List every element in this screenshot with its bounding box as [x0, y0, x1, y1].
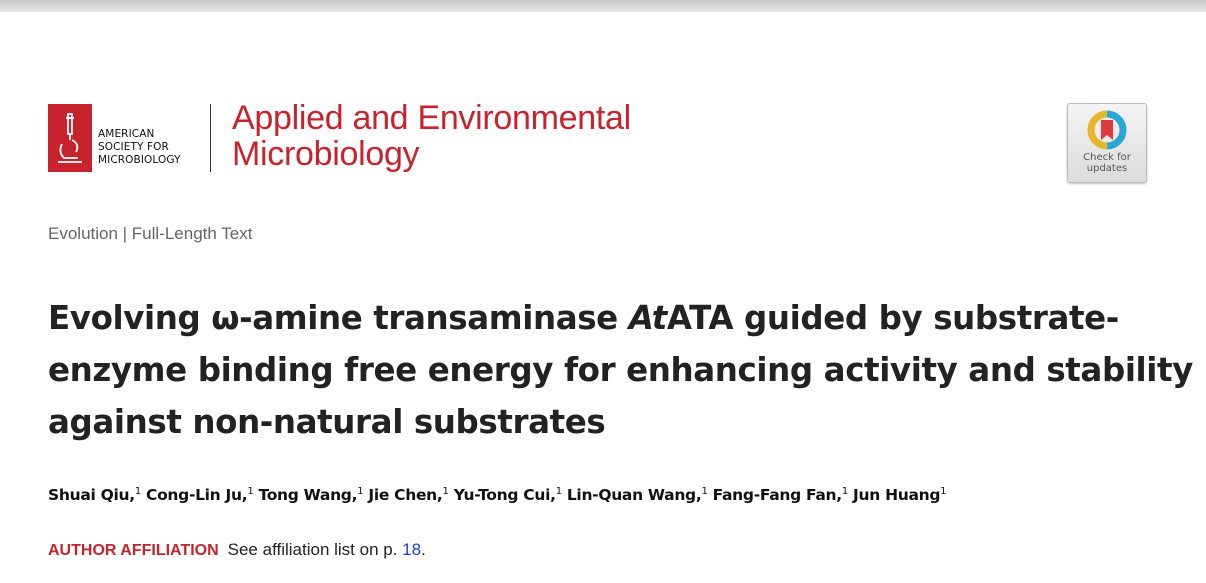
- check-for-updates-button[interactable]: [1067, 103, 1147, 183]
- affiliation-text: See affiliation list on p.: [227, 540, 403, 559]
- author-name[interactable]: Fang-Fang Fan,$^1$: [712, 486, 848, 505]
- title-line-2: enzyme binding free energy for enhancing activity and stability: [48, 351, 1193, 389]
- author-affiliation: [48, 540, 426, 560]
- badge-line: Check for: [1083, 152, 1131, 163]
- author-name[interactable]: Jie Chen,$^1$: [368, 486, 449, 505]
- title-text: Evolving ω-amine transaminase: [48, 299, 629, 337]
- affiliation-label: AUTHOR AFFILIATION: [48, 542, 219, 559]
- society-line: AMERICAN: [98, 128, 155, 140]
- title-italic-text: At: [628, 299, 667, 337]
- author-name[interactable]: Cong-Lin Ju,$^1$: [146, 486, 254, 505]
- article-title: [48, 292, 1193, 448]
- author-name[interactable]: Tong Wang,$^1$: [258, 486, 364, 505]
- top-bar: [0, 0, 1206, 12]
- asm-logo-icon: [48, 104, 92, 172]
- title-text: ATA guided by substrate-: [666, 299, 1119, 337]
- journal-title-line: Microbiology: [232, 135, 420, 173]
- society-name: [98, 128, 181, 167]
- society-line: SOCIETY FOR: [98, 141, 169, 153]
- check-for-updates-label: [1068, 152, 1146, 174]
- logo-divider: [210, 104, 211, 172]
- affiliation-text-end: .: [421, 540, 426, 559]
- title-line-1: [48, 292, 1158, 344]
- author-list: [48, 486, 946, 504]
- society-line: MICROBIOLOGY: [98, 154, 181, 166]
- affiliation-page-link[interactable]: 18: [402, 540, 422, 559]
- journal-title-line: Applied and Environmental: [232, 99, 631, 137]
- check-for-updates-icon: [1087, 110, 1127, 150]
- author-name[interactable]: Lin-Quan Wang,$^1$: [566, 486, 708, 505]
- article-category: Evolution | Full-Length Text: [48, 224, 253, 243]
- author-name[interactable]: Yu-Tong Cui,$^1$: [453, 486, 562, 505]
- journal-title[interactable]: [232, 100, 631, 172]
- badge-line: updates: [1086, 163, 1128, 174]
- author-name[interactable]: Shuai Qiu,$^1$: [48, 486, 141, 505]
- author-name[interactable]: Jun Huang$^1$: [853, 486, 947, 505]
- title-line-3: against non-natural substrates: [48, 403, 606, 441]
